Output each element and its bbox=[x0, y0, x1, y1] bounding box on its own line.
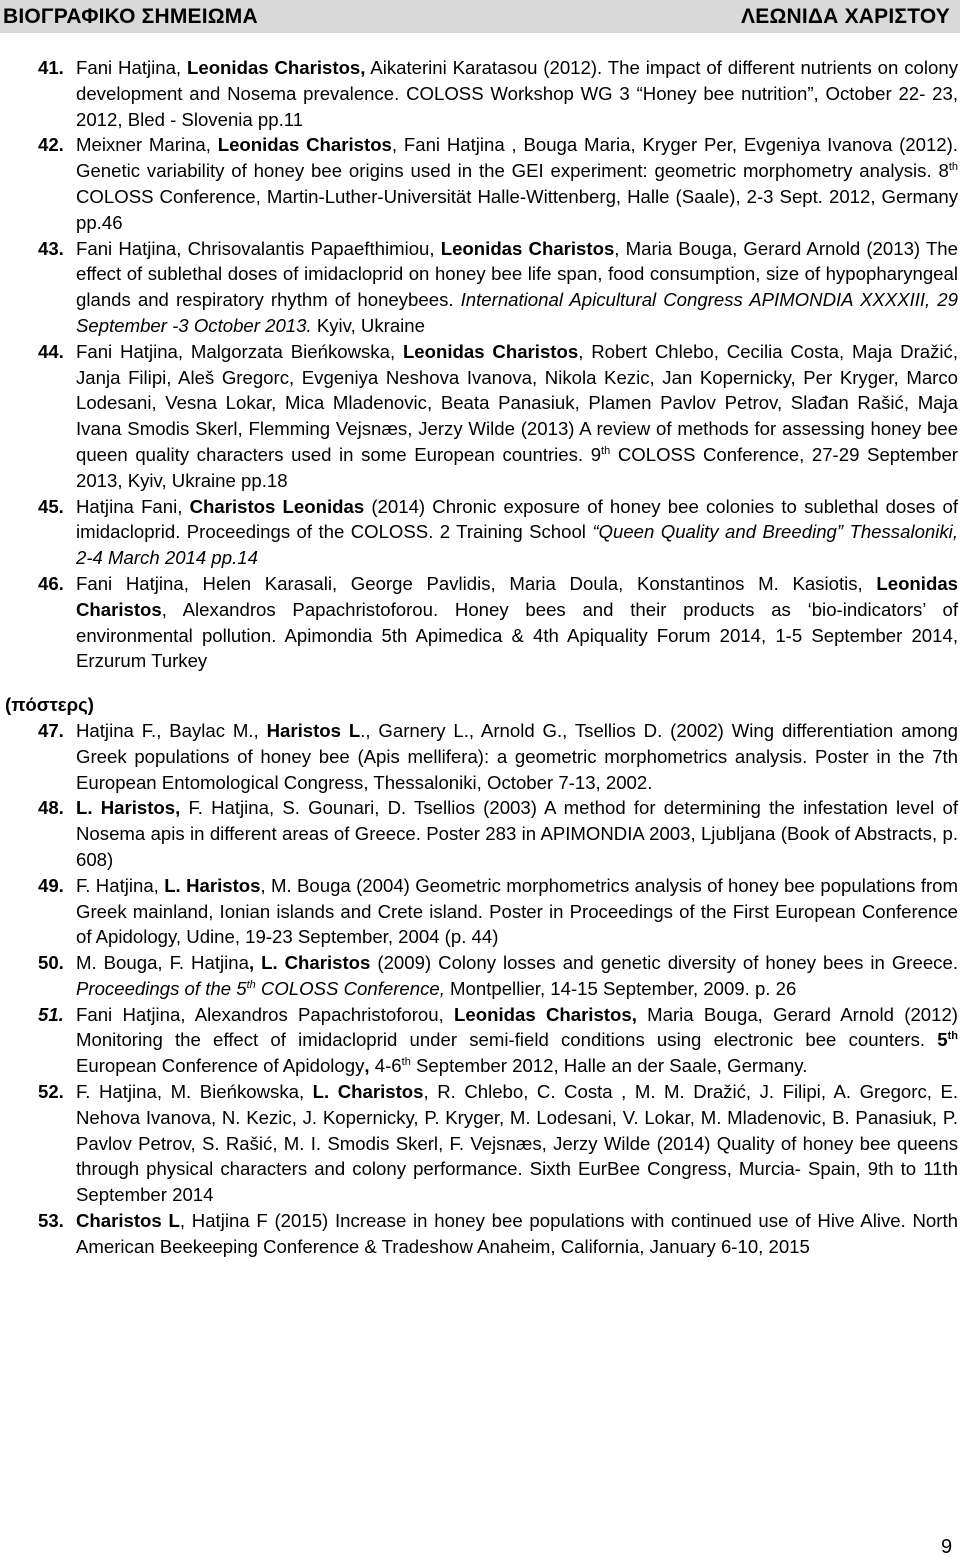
superscript: th bbox=[948, 161, 958, 174]
text-segment: Aikaterini Karatasou (2012). The impact of different nutrients on colony development and Nosema prevalence. COLOSS Workshop WG 3 “Honey bee nutrition”, October 22- 23, 2012, Bled - Slovenia pp.11 bbox=[76, 57, 958, 130]
entry-number: 43. bbox=[38, 237, 64, 259]
text-segment: Fani Hatjina, Helen Karasali, George Pavlidis, Maria Doula, Konstantinos M. Kasiotis, bbox=[76, 572, 877, 594]
author-highlight: , bbox=[364, 1055, 370, 1077]
publication-entry bbox=[38, 236, 958, 339]
author-highlight: 5 bbox=[937, 1029, 948, 1051]
text-segment: Proceedings of the 5 bbox=[76, 977, 247, 999]
entry-number: 48. bbox=[38, 797, 64, 819]
text-segment: Fani Hatjina, Malgorzata Bieńkowska, bbox=[76, 340, 403, 362]
publication-entry bbox=[38, 132, 958, 235]
author-highlight: Leonidas Charistos bbox=[76, 572, 958, 620]
text-segment: 4-6 bbox=[369, 1055, 402, 1077]
text-segment: Hatjina Fani, bbox=[76, 495, 190, 517]
text-segment: , Maria Bouga, Gerard Arnold (2013) The effect of sublethal doses of imidacloprid on honey bee life span, food consumption, size of hypopharyngeal glands and respiratory rhythm of honeybees. bbox=[76, 237, 958, 311]
text-segment: Montpellier, 14-15 September, 2009. p. 26 bbox=[444, 977, 797, 999]
text-segment: F. Hatjina, M. Bieńkowska, bbox=[76, 1081, 313, 1103]
text-segment: , Robert Chlebo, Cecilia Costa, Maja Dražić, Janja Filipi, Aleš Gregorc, Evgeniya Neshova Ivanova, Nikola Kezic, Jan Kopernicky, Per Kryger, Marco Lodesani, Vesna Lokar, Mica Mladenovic, Beata Panasiuk, Plamen Pavlov Petrov, Slađan Rašić, Maja Ivana Smodis Skerl, Flemming Vejsnæs, Jerzy Wilde (2013) A review of methods for assessing honey bee queen quality characters used in some European countries. 9 bbox=[76, 340, 959, 465]
entry-number: 53. bbox=[38, 1210, 64, 1232]
publication-entry bbox=[38, 571, 958, 674]
page-number: 9 bbox=[941, 1536, 953, 1558]
entry-text bbox=[76, 236, 958, 339]
section-title-posters: (πόστερς) bbox=[5, 694, 94, 716]
text-segment: , Fani Hatjina , Bouga Maria, Kryger Per, Evgeniya Ivanova (2012). Genetic variability of honey bee origins used in the GEI experiment: geometric morphometry analysis. 8 bbox=[76, 134, 958, 182]
text-segment: , Alexandros Papachristoforou. Honey bees and their products as ‘bio-indicators’ of environmental pollution. Apimondia 5th Apimedica & 4th Apiquality Forum 2014, 1-5 September 2014, Erzurum Turkey bbox=[76, 598, 958, 672]
text-segment: Meixner Marina, bbox=[76, 134, 218, 156]
author-highlight: th bbox=[947, 1030, 958, 1043]
publication-entry bbox=[38, 873, 958, 950]
author-highlight: L. Haristos bbox=[164, 874, 261, 896]
text-segment: September 2012, Halle an der Saale, Germany. bbox=[410, 1055, 808, 1077]
text-segment: , Hatjina F (2015) Increase in honey bee populations with continued use of Hive Alive. North American Beekeeping Conference & Tradeshow Anaheim, California, January 6-10, 2015 bbox=[76, 1210, 958, 1257]
text-segment: M. Bouga, F. Hatjina bbox=[76, 952, 249, 974]
publication-entry bbox=[38, 1002, 958, 1079]
text-segment: European Conference of Apidology bbox=[76, 1055, 365, 1077]
entry-number: 51. bbox=[38, 1003, 64, 1025]
entry-number: 46. bbox=[38, 572, 64, 594]
entry-text bbox=[76, 55, 958, 132]
publication-entry bbox=[38, 1079, 958, 1208]
publication-entry bbox=[38, 55, 958, 132]
superscript: th bbox=[601, 444, 611, 457]
presentations-list bbox=[38, 55, 958, 674]
text-segment: Fani Hatjina, bbox=[76, 57, 187, 78]
publication-list bbox=[5, 55, 959, 1260]
entry-number: 42. bbox=[38, 134, 64, 156]
entry-text bbox=[76, 571, 958, 674]
author-highlight: Charistos Leonidas bbox=[189, 495, 365, 517]
text-segment: COLOSS Conference, bbox=[255, 977, 445, 999]
text-segment: F. Hatjina, S. Gounari, D. Tsellios (2003) A method for determining the infestation level of Nosema apis in different areas of Greece. Poster 283 in APIMONDIA 2003, Ljubljana (Book of Abstracts, p. 608) bbox=[76, 797, 958, 870]
superscript: th bbox=[246, 978, 256, 991]
text-segment: Hatjina F., Baylac M., bbox=[76, 719, 267, 741]
publication-entry bbox=[38, 950, 958, 1002]
text-segment: Maria Bouga, Gerard Arnold (2012) Monitoring the effect of imidacloprid under semi-field conditions using electronic bee counters. bbox=[76, 1003, 958, 1051]
publication-entry bbox=[38, 339, 958, 494]
entry-number: 47. bbox=[38, 719, 64, 741]
header-right-title: ΛΕΩΝΙΔΑ ΧΑΡΙΣΤΟΥ bbox=[741, 4, 950, 28]
entry-number: 45. bbox=[38, 495, 64, 517]
author-highlight: , L. Charistos bbox=[248, 952, 371, 974]
text-segment: COLOSS Conference, 27-29 September 2013, Kyiv, Ukraine pp.18 bbox=[76, 443, 959, 491]
text-segment: (2014) Chronic exposure of honey bee colonies to sublethal doses of imidacloprid. Proceedings of the COLOSS. 2 Training School bbox=[76, 495, 958, 543]
entry-number: 41. bbox=[38, 57, 64, 78]
header-left-title: ΒΙΟΓΡΑΦΙΚΟ ΣΗΜΕΙΩΜΑ bbox=[3, 4, 258, 28]
text-segment: ., Garnery L., Arnold G., Tsellios D. (2002) Wing differentiation among Greek populations of honey bee (Apis mellifera): a geometric morphometrics analysis. Poster in the 7th European Entomological Congress, Thessaloniki, October 7-13, 2002. bbox=[76, 719, 958, 793]
entry-text bbox=[76, 494, 958, 571]
author-highlight: L. Charistos bbox=[312, 1081, 424, 1103]
text-segment: Fani Hatjina, Alexandros Papachristoforou, bbox=[76, 1003, 455, 1025]
entry-text bbox=[76, 339, 958, 494]
entry-text bbox=[76, 132, 958, 235]
entry-text bbox=[76, 795, 958, 872]
entry-number: 49. bbox=[38, 874, 64, 896]
publication-entry bbox=[38, 494, 958, 571]
author-highlight: Haristos L bbox=[266, 719, 361, 741]
entry-text bbox=[76, 1002, 958, 1079]
document-header bbox=[0, 0, 960, 33]
text-segment: Kyiv, Ukraine bbox=[311, 314, 425, 336]
entry-number: 44. bbox=[38, 340, 64, 362]
author-highlight: Leonidas Charistos, bbox=[187, 57, 366, 78]
text-segment: , R. Chlebo, C. Costa , M. M. Dražić, J. Filipi, A. Gregorc, E. Nehova Ivanova, N. Kezic, J. Kopernicky, P. Kryger, M. Lodesani, V. Lokar, M. Mladenovic, B. Panasiuk, P. Pavlov Petrov, S. Rašić, M. I. Smodis Skerl, F. Vejsnæs, Jerzy Wilde (2014) Quality of honey bee queens through physical characters and colony performance. Sixth EurBee Congress, Murcia- Spain, 9th to 11th September 2014 bbox=[76, 1081, 959, 1206]
entry-number: 50. bbox=[38, 952, 64, 974]
publication-entry bbox=[38, 718, 958, 795]
author-highlight: Leonidas Charistos bbox=[402, 340, 579, 362]
entry-text bbox=[76, 1079, 958, 1208]
text-segment: F. Hatjina, bbox=[76, 874, 165, 896]
entry-text bbox=[76, 718, 958, 795]
author-highlight: L. Haristos, bbox=[76, 797, 181, 819]
author-highlight: Charistos L bbox=[76, 1210, 180, 1232]
author-highlight: Leonidas Charistos bbox=[217, 134, 392, 156]
publication-entry bbox=[38, 1208, 958, 1260]
author-highlight: Leonidas Charistos, bbox=[454, 1003, 637, 1025]
entry-text bbox=[76, 1208, 958, 1260]
text-segment: “Queen Quality and Breeding” Thessaloniki, 2-4 March 2014 pp.14 bbox=[76, 521, 958, 569]
publication-entry bbox=[38, 795, 958, 872]
entry-text bbox=[76, 950, 958, 1002]
entry-text bbox=[76, 873, 958, 950]
superscript: th bbox=[401, 1056, 411, 1069]
text-segment: , M. Bouga (2004) Geometric morphometrics analysis of honey bee populations from Greek mainland, Ionian islands and Crete island. Poster in Proceedings of the First European Conference of Apidology, Udine, 19-23 September, 2004 (p. 44) bbox=[76, 874, 959, 948]
text-segment: (2009) Colony losses and genetic diversity of honey bees in Greece. bbox=[370, 952, 958, 974]
entry-number: 52. bbox=[38, 1081, 64, 1103]
text-segment: International Apicultural Congress APIMONDIA XXXXIII, 29 September -3 October 2013. bbox=[76, 289, 958, 336]
posters-list bbox=[38, 718, 958, 1260]
text-segment: COLOSS Conference, Martin-Luther-Universität Halle-Wittenberg, Halle (Saale), 2-3 Sept. 2012, Germany pp.46 bbox=[76, 185, 958, 233]
author-highlight: Leonidas Charistos bbox=[440, 237, 615, 259]
text-segment: Fani Hatjina, Chrisovalantis Papaefthimiou, bbox=[76, 237, 441, 259]
